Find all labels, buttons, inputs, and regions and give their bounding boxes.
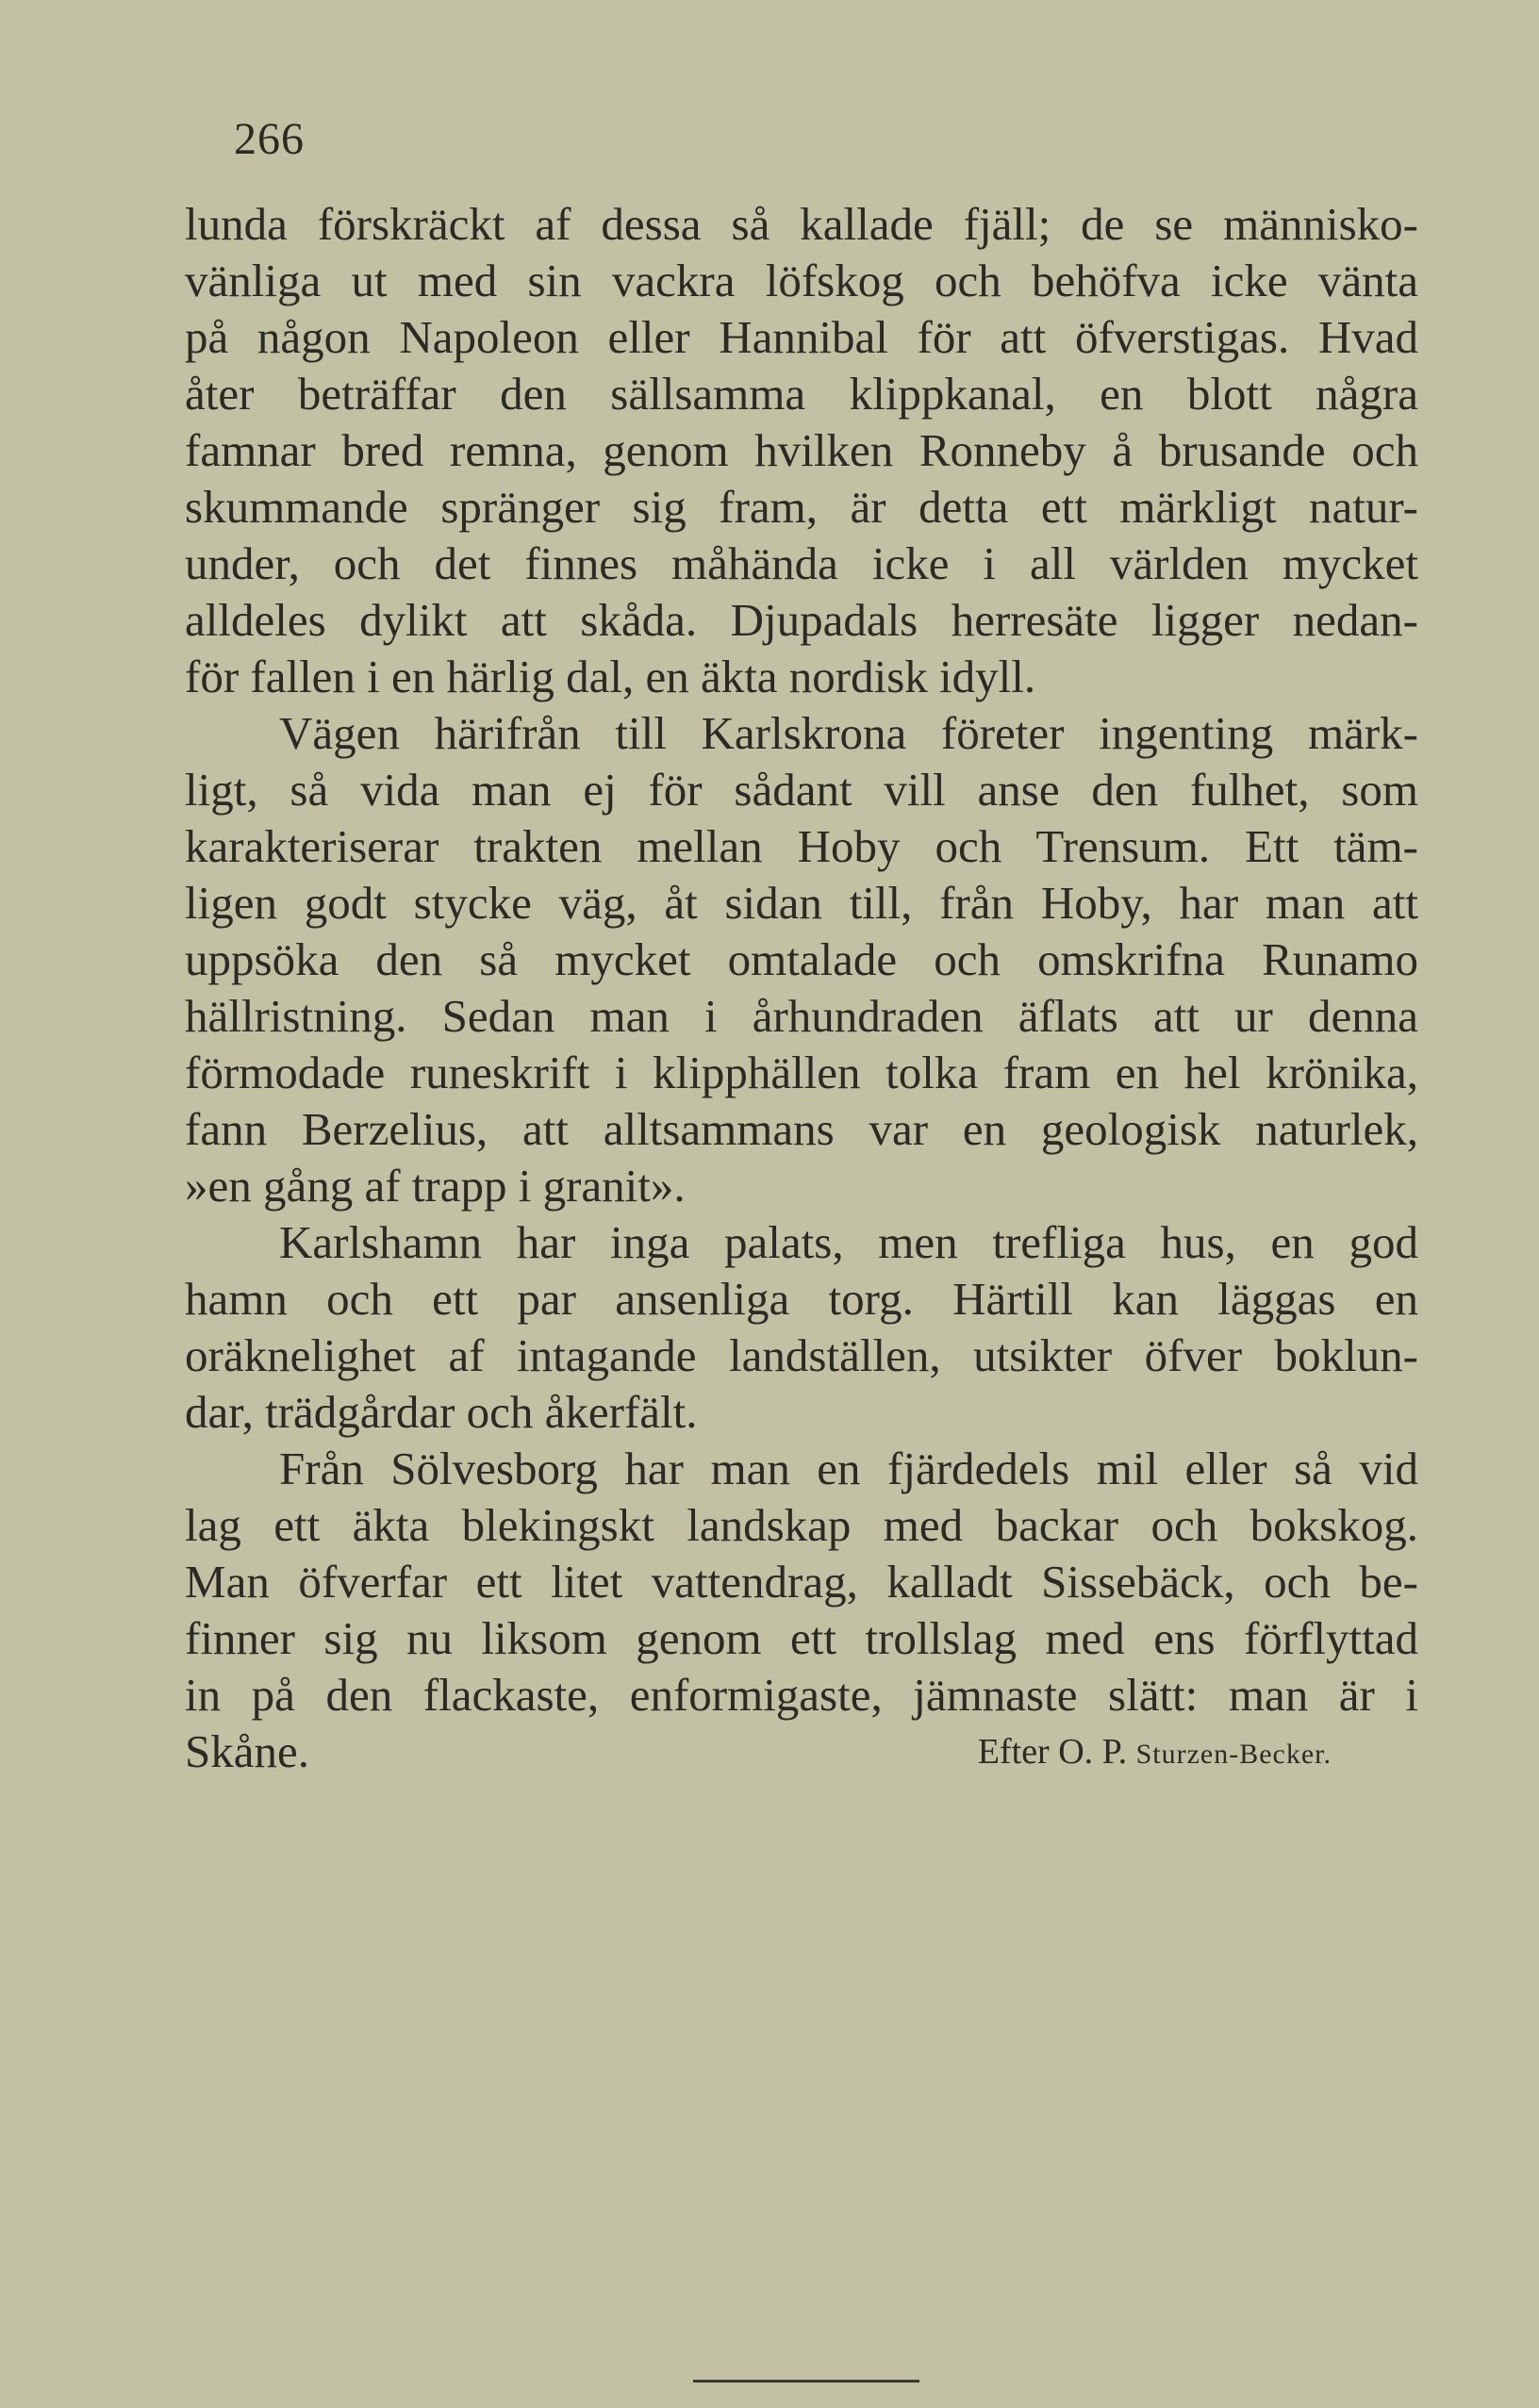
text-line: famnar bred remna, genom hvilken Ronneby å brusande och: [185, 424, 1418, 476]
text-line: finner sig nu liksom genom ett trollslag med ens förflyttad: [185, 1612, 1418, 1664]
final-line: [185, 1724, 1418, 1780]
attribution-author: Sturzen-Becker.: [1135, 1739, 1332, 1770]
text-line: under, och det finnes måhända icke i all världen mycket: [185, 537, 1418, 589]
text-line: alldeles dylikt att skåda. Djupadals herresäte ligger nedan-: [185, 594, 1418, 646]
text-line: hällristning. Sedan man i århundraden äflats att ur denna: [185, 990, 1418, 1042]
attribution: [978, 1724, 1418, 1780]
paragraph-first-line: Vägen härifrån till Karlskrona företer ingenting märk-: [279, 707, 1418, 759]
body-text: [185, 196, 1418, 1780]
text-line: förmodade runeskrift i klipphällen tolka fram en hel krönika,: [185, 1047, 1418, 1098]
text-line: ligen godt stycke väg, åt sidan till, från Hoby, har man att: [185, 877, 1418, 929]
text-line: in på den flackaste, enformigaste, jämnaste slätt: man är i: [185, 1669, 1418, 1721]
attribution-prefix: Efter O. P.: [977, 1732, 1128, 1772]
text-line: lunda förskräckt af dessa så kallade fjäll; de se människo-: [185, 198, 1418, 250]
text-line: på någon Napoleon eller Hannibal för att öfverstigas. Hvad: [185, 311, 1418, 363]
text-line: »en gång af trapp i granit».: [185, 1160, 686, 1212]
text-line: för fallen i en härlig dal, en äkta nordisk idyll.: [185, 651, 1036, 702]
text-line: vänliga ut med sin vackra löfskog och behöfva icke vänta: [185, 255, 1418, 306]
text-line: karakteriserar trakten mellan Hoby och Trensum. Ett täm-: [185, 820, 1418, 872]
text-line: lag ett äkta blekingskt landskap med backar och bokskog.: [185, 1499, 1418, 1551]
text-line: skummande spränger sig fram, är detta ett märkligt natur-: [185, 481, 1418, 533]
text-line: oräknelighet af intagande landställen, utsikter öfver boklun-: [185, 1329, 1418, 1381]
text-line: åter beträffar den sällsamma klippkanal, en blott några: [185, 368, 1418, 420]
paragraph-first-line: Från Sölvesborg har man en fjärdedels mil eller så vid: [279, 1443, 1418, 1494]
page-number: 266: [234, 114, 305, 164]
text-line: dar, trädgårdar och åkerfält.: [185, 1386, 698, 1438]
final-word: Skåne.: [185, 1725, 309, 1777]
paragraph-first-line: Karlshamn har inga palats, men trefliga hus, en god: [279, 1216, 1418, 1268]
text-line: hamn och ett par ansenliga torg. Härtill kan läggas en: [185, 1273, 1418, 1325]
text-line: fann Berzelius, att alltsammans var en geologisk naturlek,: [185, 1103, 1418, 1155]
text-line: Man öfverfar ett litet vattendrag, kalladt Sissebäck, och be-: [185, 1556, 1418, 1608]
text-line: ligt, så vida man ej för sådant vill anse den fulhet, som: [185, 764, 1418, 816]
section-divider: [693, 2380, 919, 2383]
text-line: uppsöka den så mycket omtalade och omskrifna Runamo: [185, 933, 1418, 985]
